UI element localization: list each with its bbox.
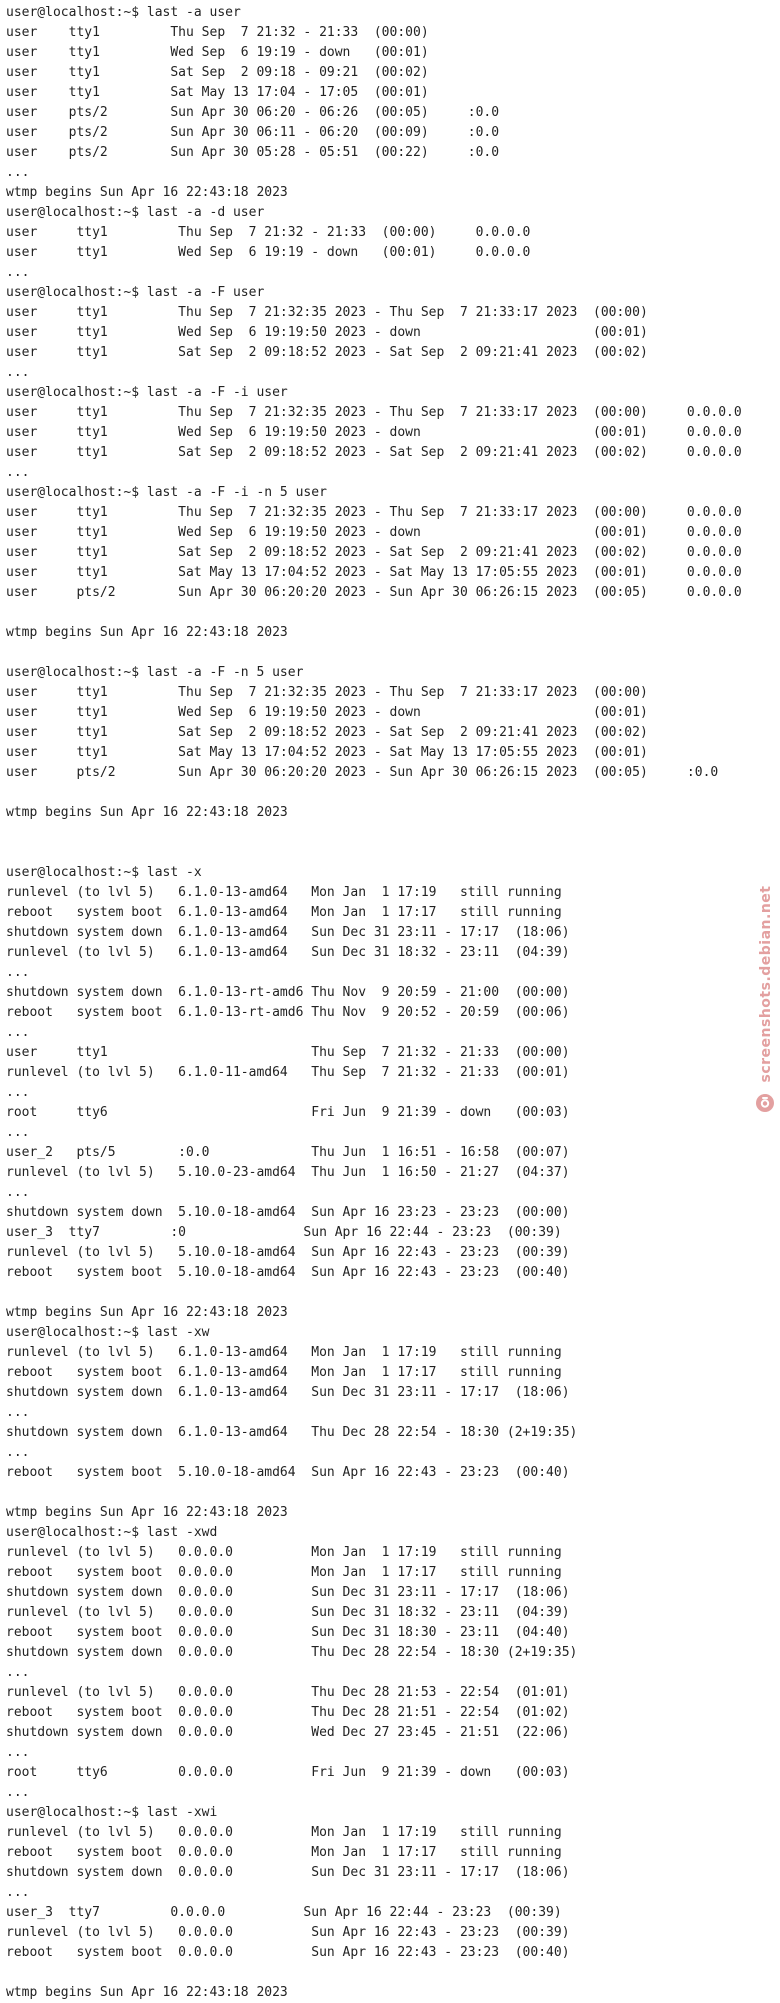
command-line: user@localhost:~$ last -a -F -i user: [6, 385, 288, 400]
output-line: user tty1 Thu Sep 7 21:32 - 21:33 (00:00): [6, 25, 429, 40]
output-line: runlevel (to lvl 5) 0.0.0.0 Sun Apr 16 22:43 - 23:23 (00:39): [6, 1925, 570, 1940]
output-line: runlevel (to lvl 5) 5.10.0-18-amd64 Sun Apr 16 22:43 - 23:23 (00:39): [6, 1245, 570, 1260]
output-line: user tty1 Wed Sep 6 19:19:50 2023 - down (00:01): [6, 325, 648, 340]
output-line: user tty1 Sat Sep 2 09:18 - 09:21 (00:02): [6, 65, 429, 80]
terminal-output: [6, 3, 776, 2003]
output-line: ...: [6, 1785, 30, 1800]
output-line: runlevel (to lvl 5) 5.10.0-23-amd64 Thu Jun 1 16:50 - 21:27 (04:37): [6, 1165, 570, 1180]
output-line: runlevel (to lvl 5) 6.1.0-13-amd64 Mon Jan 1 17:19 still running: [6, 885, 562, 900]
output-line: user tty1 Thu Sep 7 21:32:35 2023 - Thu Sep 7 21:33:17 2023 (00:00) 0.0.0.0: [6, 505, 742, 520]
output-line: [6, 823, 776, 843]
output-line: user tty1 Wed Sep 6 19:19 - down (00:01): [6, 45, 429, 60]
output-line: user tty1 Sat May 13 17:04:52 2023 - Sat May 13 17:05:55 2023 (00:01) 0.0.0.0: [6, 565, 742, 580]
output-line: ...: [6, 465, 30, 480]
output-line: wtmp begins Sun Apr 16 22:43:18 2023: [6, 1985, 288, 2000]
output-line: shutdown system down 0.0.0.0 Thu Dec 28 22:54 - 18:30 (2+19:35): [6, 1645, 578, 1660]
output-line: user_3 tty7 0.0.0.0 Sun Apr 16 22:44 - 23:23 (00:39): [6, 1905, 562, 1920]
output-line: runlevel (to lvl 5) 0.0.0.0 Mon Jan 1 17:19 still running: [6, 1545, 562, 1560]
command-line: user@localhost:~$ last -xw: [6, 1325, 210, 1340]
output-line: reboot system boot 6.1.0-13-amd64 Mon Jan 1 17:17 still running: [6, 905, 562, 920]
camera-icon: [755, 1093, 775, 1113]
output-line: shutdown system down 6.1.0-13-amd64 Sun Dec 31 23:11 - 17:17 (18:06): [6, 1385, 570, 1400]
output-line: ...: [6, 1745, 30, 1760]
command-line: user@localhost:~$ last -x: [6, 865, 202, 880]
output-line: shutdown system down 6.1.0-13-amd64 Sun Dec 31 23:11 - 17:17 (18:06): [6, 925, 570, 940]
command-line: user@localhost:~$ last -xwi: [6, 1805, 218, 1820]
output-line: ...: [6, 1405, 30, 1420]
output-line: reboot system boot 5.10.0-18-amd64 Sun Apr 16 22:43 - 23:23 (00:40): [6, 1465, 570, 1480]
output-line: ...: [6, 1025, 30, 1040]
output-line: shutdown system down 6.1.0-13-rt-amd6 Thu Nov 9 20:59 - 21:00 (00:00): [6, 985, 570, 1000]
output-line: [6, 843, 776, 863]
output-line: root tty6 Fri Jun 9 21:39 - down (00:03): [6, 1105, 570, 1120]
output-line: reboot system boot 0.0.0.0 Mon Jan 1 17:17 still running: [6, 1565, 562, 1580]
output-line: shutdown system down 0.0.0.0 Sun Dec 31 23:11 - 17:17 (18:06): [6, 1585, 570, 1600]
output-line: user tty1 Thu Sep 7 21:32:35 2023 - Thu Sep 7 21:33:17 2023 (00:00): [6, 685, 648, 700]
output-line: user pts/2 Sun Apr 30 06:20:20 2023 - Sun Apr 30 06:26:15 2023 (00:05) 0.0.0.0: [6, 585, 742, 600]
output-line: user tty1 Thu Sep 7 21:32 - 21:33 (00:00) 0.0.0.0: [6, 225, 531, 240]
output-line: reboot system boot 0.0.0.0 Sun Apr 16 22:43 - 23:23 (00:40): [6, 1945, 570, 1960]
output-line: [6, 643, 776, 663]
output-line: wtmp begins Sun Apr 16 22:43:18 2023: [6, 185, 288, 200]
watermark: [754, 885, 778, 1120]
output-line: ...: [6, 965, 30, 980]
output-line: user pts/2 Sun Apr 30 06:20 - 06:26 (00:05) :0.0: [6, 105, 500, 120]
command-line: user@localhost:~$ last -a user: [6, 5, 241, 20]
output-line: user tty1 Thu Sep 7 21:32:35 2023 - Thu Sep 7 21:33:17 2023 (00:00): [6, 305, 648, 320]
output-line: wtmp begins Sun Apr 16 22:43:18 2023: [6, 805, 288, 820]
output-line: wtmp begins Sun Apr 16 22:43:18 2023: [6, 625, 288, 640]
output-line: runlevel (to lvl 5) 0.0.0.0 Mon Jan 1 17:19 still running: [6, 1825, 562, 1840]
output-line: user tty1 Wed Sep 6 19:19:50 2023 - down (00:01) 0.0.0.0: [6, 525, 742, 540]
output-line: shutdown system down 6.1.0-13-amd64 Thu Dec 28 22:54 - 18:30 (2+19:35): [6, 1425, 578, 1440]
command-line: user@localhost:~$ last -a -F -i -n 5 user: [6, 485, 327, 500]
command-line: user@localhost:~$ last -a -F -n 5 user: [6, 665, 304, 680]
watermark-text: screenshots.debian.net: [758, 885, 774, 1083]
command-line: user@localhost:~$ last -a -d user: [6, 205, 265, 220]
output-line: [6, 783, 776, 803]
output-line: runlevel (to lvl 5) 6.1.0-13-amd64 Sun Dec 31 18:32 - 23:11 (04:39): [6, 945, 570, 960]
output-line: user tty1 Sat Sep 2 09:18:52 2023 - Sat Sep 2 09:21:41 2023 (00:02) 0.0.0.0: [6, 445, 742, 460]
command-line: user@localhost:~$ last -xwd: [6, 1525, 218, 1540]
output-line: ...: [6, 1185, 30, 1200]
output-line: runlevel (to lvl 5) 0.0.0.0 Sun Dec 31 18:32 - 23:11 (04:39): [6, 1605, 570, 1620]
output-line: ...: [6, 265, 30, 280]
output-line: ...: [6, 1665, 30, 1680]
output-line: reboot system boot 6.1.0-13-amd64 Mon Jan 1 17:17 still running: [6, 1365, 562, 1380]
output-line: runlevel (to lvl 5) 0.0.0.0 Thu Dec 28 21:53 - 22:54 (01:01): [6, 1685, 570, 1700]
output-line: user pts/2 Sun Apr 30 05:28 - 05:51 (00:22) :0.0: [6, 145, 500, 160]
output-line: reboot system boot 6.1.0-13-rt-amd6 Thu Nov 9 20:52 - 20:59 (00:06): [6, 1005, 570, 1020]
output-line: user tty1 Sat May 13 17:04 - 17:05 (00:01): [6, 85, 429, 100]
output-line: shutdown system down 0.0.0.0 Sun Dec 31 23:11 - 17:17 (18:06): [6, 1865, 570, 1880]
output-line: ...: [6, 1125, 30, 1140]
output-line: user tty1 Thu Sep 7 21:32:35 2023 - Thu Sep 7 21:33:17 2023 (00:00) 0.0.0.0: [6, 405, 742, 420]
output-line: [6, 603, 776, 623]
output-line: reboot system boot 0.0.0.0 Thu Dec 28 21:51 - 22:54 (01:02): [6, 1705, 570, 1720]
output-line: wtmp begins Sun Apr 16 22:43:18 2023: [6, 1505, 288, 1520]
output-line: wtmp begins Sun Apr 16 22:43:18 2023: [6, 1305, 288, 1320]
output-line: ...: [6, 365, 30, 380]
output-line: user tty1 Wed Sep 6 19:19:50 2023 - down (00:01): [6, 705, 648, 720]
output-line: runlevel (to lvl 5) 6.1.0-11-amd64 Thu Sep 7 21:32 - 21:33 (00:01): [6, 1065, 570, 1080]
output-line: runlevel (to lvl 5) 6.1.0-13-amd64 Mon Jan 1 17:19 still running: [6, 1345, 562, 1360]
output-line: [6, 1283, 776, 1303]
output-line: user tty1 Sat Sep 2 09:18:52 2023 - Sat Sep 2 09:21:41 2023 (00:02): [6, 725, 648, 740]
output-line: user_2 pts/5 :0.0 Thu Jun 1 16:51 - 16:58 (00:07): [6, 1145, 570, 1160]
output-line: user_3 tty7 :0 Sun Apr 16 22:44 - 23:23 (00:39): [6, 1225, 562, 1240]
output-line: shutdown system down 5.10.0-18-amd64 Sun Apr 16 23:23 - 23:23 (00:00): [6, 1205, 570, 1220]
output-line: reboot system boot 5.10.0-18-amd64 Sun Apr 16 22:43 - 23:23 (00:40): [6, 1265, 570, 1280]
output-line: root tty6 0.0.0.0 Fri Jun 9 21:39 - down (00:03): [6, 1765, 570, 1780]
output-line: user tty1 Wed Sep 6 19:19:50 2023 - down (00:01) 0.0.0.0: [6, 425, 742, 440]
command-line: user@localhost:~$ last -a -F user: [6, 285, 265, 300]
output-line: shutdown system down 0.0.0.0 Wed Dec 27 23:45 - 21:51 (22:06): [6, 1725, 570, 1740]
output-line: [6, 1483, 776, 1503]
output-line: user tty1 Wed Sep 6 19:19 - down (00:01) 0.0.0.0: [6, 245, 531, 260]
output-line: user tty1 Sat Sep 2 09:18:52 2023 - Sat Sep 2 09:21:41 2023 (00:02): [6, 345, 648, 360]
output-line: [6, 1963, 776, 1983]
output-line: ...: [6, 1885, 30, 1900]
output-line: reboot system boot 0.0.0.0 Sun Dec 31 18:30 - 23:11 (04:40): [6, 1625, 570, 1640]
output-line: user tty1 Sat Sep 2 09:18:52 2023 - Sat Sep 2 09:21:41 2023 (00:02) 0.0.0.0: [6, 545, 742, 560]
output-line: user pts/2 Sun Apr 30 06:11 - 06:20 (00:09) :0.0: [6, 125, 500, 140]
output-line: ...: [6, 1445, 30, 1460]
output-line: user pts/2 Sun Apr 30 06:20:20 2023 - Sun Apr 30 06:26:15 2023 (00:05) :0.0: [6, 765, 719, 780]
output-line: user tty1 Sat May 13 17:04:52 2023 - Sat May 13 17:05:55 2023 (00:01): [6, 745, 648, 760]
output-line: user tty1 Thu Sep 7 21:32 - 21:33 (00:00): [6, 1045, 570, 1060]
output-line: reboot system boot 0.0.0.0 Mon Jan 1 17:17 still running: [6, 1845, 562, 1860]
output-line: ...: [6, 165, 30, 180]
output-line: ...: [6, 1085, 30, 1100]
